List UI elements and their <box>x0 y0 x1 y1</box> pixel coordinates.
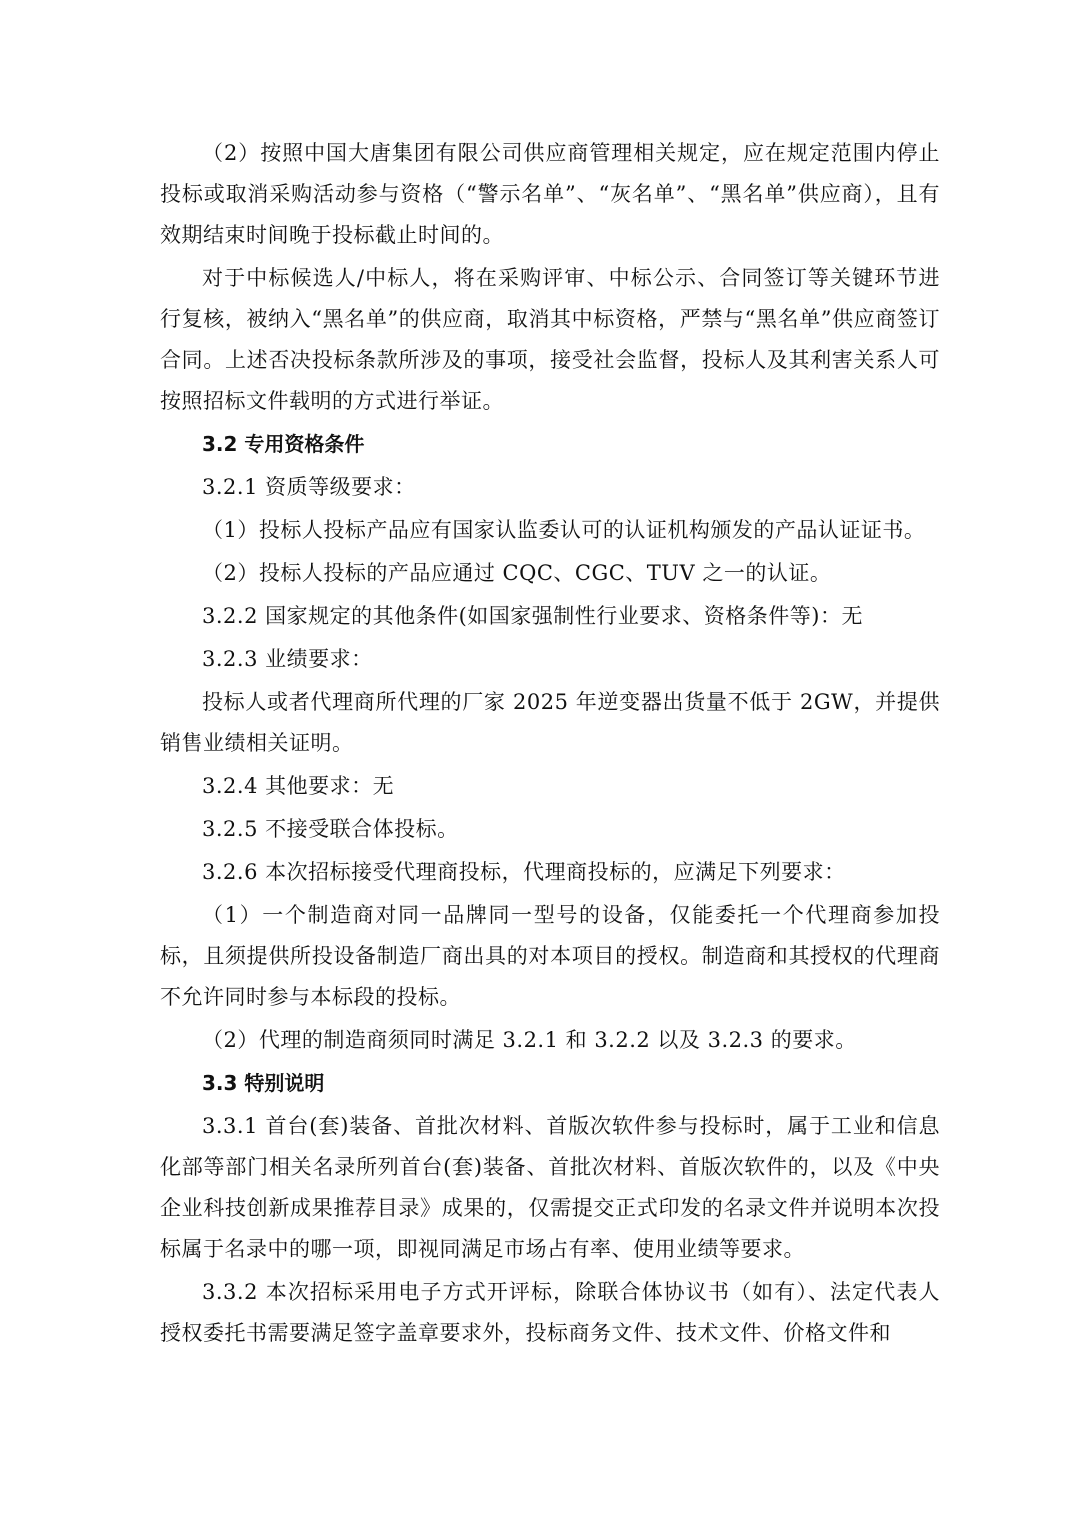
paragraph-3-2-6-item-2: （2）代理的制造商须同时满足 3.2.1 和 3.2.2 以及 3.2.3 的要求。 <box>202 1028 857 1052</box>
document-page <box>160 133 940 1354</box>
paragraph-3-2-4: 3.2.4 其他要求：无 <box>202 774 395 798</box>
paragraph-3-2-6-item-1: （1）一个制造商对同一品牌同一型号的设备，仅能委托一个代理商参加投标，且须提供所投设备制造厂商出具的对本项目的授权。制造商和其授权的代理商不允许同时参与本标段的投标。 <box>160 903 940 1009</box>
paragraph-3-3-2: 3.3.2 本次招标采用电子方式开评标，除联合体协议书（如有）、法定代表人授权委托书需要满足签字盖章要求外，投标商务文件、技术文件、价格文件和 <box>160 1280 940 1345</box>
paragraph-3-2-6: 3.2.6 本次招标接受代理商投标，代理商投标的，应满足下列要求： <box>202 860 846 884</box>
paragraph-3-2-3-body: 投标人或者代理商所代理的厂家 2025 年逆变器出货量不低于 2GW，并提供销售业绩相关证明。 <box>160 690 940 755</box>
paragraph-3-2-1-item-1: （1）投标人投标产品应有国家认监委认可的认证机构颁发的产品认证证书。 <box>202 518 926 542</box>
paragraph-3-2-2: 3.2.2 国家规定的其他条件(如国家强制性行业要求、资格条件等)：无 <box>202 604 863 628</box>
paragraph-review: 对于中标候选人/中标人，将在采购评审、中标公示、合同签订等关键环节进行复核，被纳入“黑名单”的供应商，取消其中标资格，严禁与“黑名单”供应商签订合同。上述否决投标条款所涉及的事项，接受社会监督，投标人及其利害关系人可按照招标文件载明的方式进行举证。 <box>160 266 940 413</box>
section-heading-3-2: 3.2 专用资格条件 <box>202 432 365 456</box>
paragraph-blacklist-rule: （2）按照中国大唐集团有限公司供应商管理相关规定，应在规定范围内停止投标或取消采购活动参与资格（“警示名单”、“灰名单”、“黑名单”供应商），且有效期结束时间晚于投标截止时间的。 <box>160 141 940 247</box>
paragraph-3-3-1: 3.3.1 首台(套)装备、首批次材料、首版次软件参与投标时，属于工业和信息化部等部门相关名录所列首台(套)装备、首批次材料、首版次软件的，以及《中央企业科技创新成果推荐目录》成果的，仅需提交正式印发的名录文件并说明本次投标属于名录中的哪一项，即视同满足市场占有率、使用业绩等要求。 <box>160 1114 940 1261</box>
paragraph-3-2-1-item-2: （2）投标人投标的产品应通过 CQC、CGC、TUV 之一的认证。 <box>202 561 832 585</box>
section-heading-3-3: 3.3 特别说明 <box>202 1071 325 1095</box>
paragraph-3-2-3: 3.2.3 业绩要求： <box>202 647 373 671</box>
paragraph-3-2-5: 3.2.5 不接受联合体投标。 <box>202 817 459 841</box>
paragraph-3-2-1: 3.2.1 资质等级要求： <box>202 475 416 499</box>
